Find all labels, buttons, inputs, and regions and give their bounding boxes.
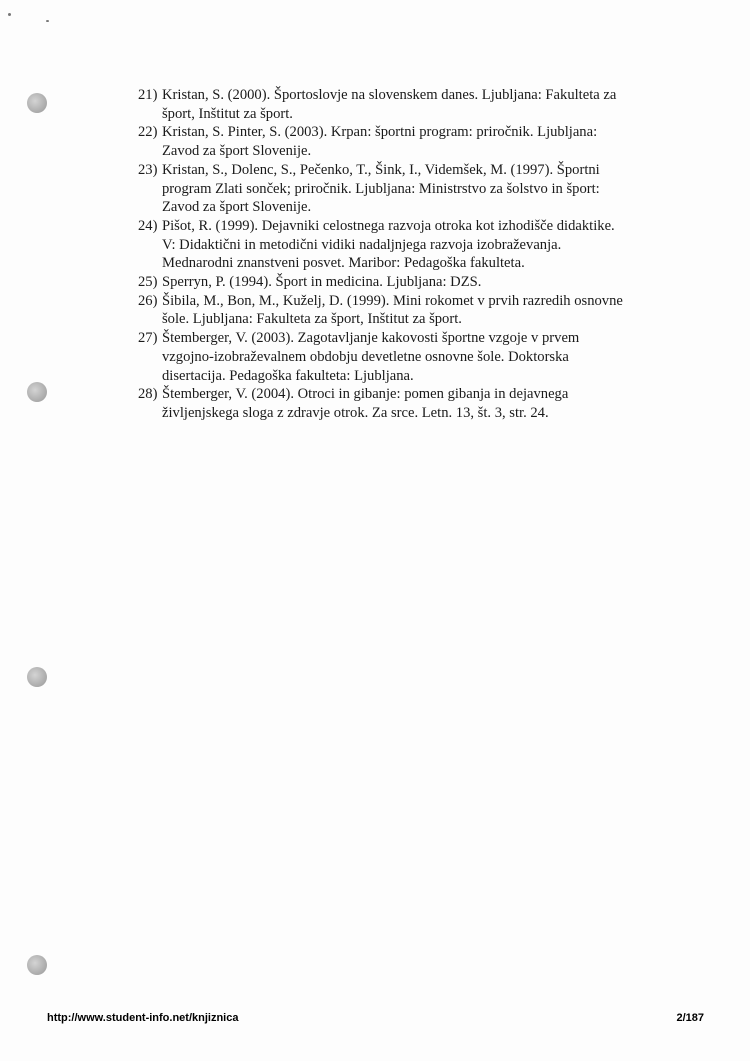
reference-text [162, 292, 658, 329]
reference-line: Štemberger, V. (2004). Otroci in gibanje: pomen gibanja in dejavnega [162, 386, 569, 403]
reference-line: Pišot, R. (1999). Dejavniki celostnega razvoja otroka kot izhodišče didaktike. [162, 217, 615, 234]
reference-line: V: Didaktični in metodični vidiki nadaljnjega razvoja izobraževanja. [162, 236, 562, 253]
punch-hole [27, 955, 47, 975]
reference-line: šole. Ljubljana: Fakulteta za šport, Inštitut za šport. [162, 311, 462, 328]
reference-text [162, 385, 658, 422]
reference-line: vzgojno-izobraževalnem obdobju devetletne osnovne šole. Doktorska [162, 348, 569, 365]
reference-line: šport, Inštitut za šport. [162, 105, 293, 122]
reference-line: Zavod za šport Slovenije. [162, 199, 312, 216]
reference-number: 24) [138, 217, 158, 234]
reference-line: Kristan, S. (2000). Športoslovje na slovenskem danes. Ljubljana: Fakulteta za [162, 87, 617, 103]
reference-number: 25) [138, 274, 158, 291]
footer-page-number: 2/187 [676, 1012, 704, 1024]
reference-line: disertacija. Pedagoška fakulteta: Ljubljana. [162, 367, 414, 384]
reference-number: 27) [138, 330, 158, 347]
reference-item [138, 161, 658, 217]
reference-item [138, 292, 658, 329]
reference-item [138, 273, 658, 292]
reference-number: 28) [138, 386, 158, 403]
reference-number: 23) [138, 161, 158, 178]
reference-text [162, 123, 658, 160]
reference-line: življenjskega sloga z zdravje otrok. Za srce. Letn. 13, št. 3, str. 24. [162, 404, 549, 421]
reference-text [162, 273, 658, 292]
reference-number: 26) [138, 292, 158, 309]
reference-item [138, 385, 658, 422]
scan-speck [8, 13, 11, 16]
reference-item [138, 123, 658, 160]
reference-text [162, 329, 658, 385]
reference-list [138, 86, 658, 423]
punch-hole [27, 93, 47, 113]
reference-item [138, 329, 658, 385]
reference-line: Sperryn, P. (1994). Šport in medicina. Ljubljana: DZS. [162, 274, 482, 291]
scan-speck [46, 20, 49, 22]
reference-number: 22) [138, 124, 158, 141]
reference-text [162, 217, 658, 273]
punch-hole [27, 667, 47, 687]
punch-hole [27, 382, 47, 402]
reference-line: Štemberger, V. (2003). Zagotavljanje kakovosti športne vzgoje v prvem [162, 330, 580, 347]
reference-line: program Zlati sonček; priročnik. Ljubljana: Ministrstvo za šolstvo in šport: [162, 180, 600, 197]
reference-line: Kristan, S., Dolenc, S., Pečenko, T., Šink, I., Videmšek, M. (1997). Športni [162, 161, 600, 178]
reference-line: Šibila, M., Bon, M., Kuželj, D. (1999). Mini rokomet v prvih razredih osnovne [162, 292, 623, 309]
reference-line: Mednarodni znanstveni posvet. Maribor: Pedagoška fakulteta. [162, 255, 525, 272]
reference-line: Kristan, S. Pinter, S. (2003). Krpan: športni program: priročnik. Ljubljana: [162, 124, 598, 141]
reference-line: Zavod za šport Slovenije. [162, 143, 312, 160]
reference-text [162, 86, 658, 123]
reference-text [162, 161, 658, 217]
reference-item [138, 86, 658, 123]
reference-number: 21) [138, 87, 158, 103]
reference-item [138, 217, 658, 273]
footer-url: http://www.student-info.net/knjiznica [47, 1012, 239, 1024]
